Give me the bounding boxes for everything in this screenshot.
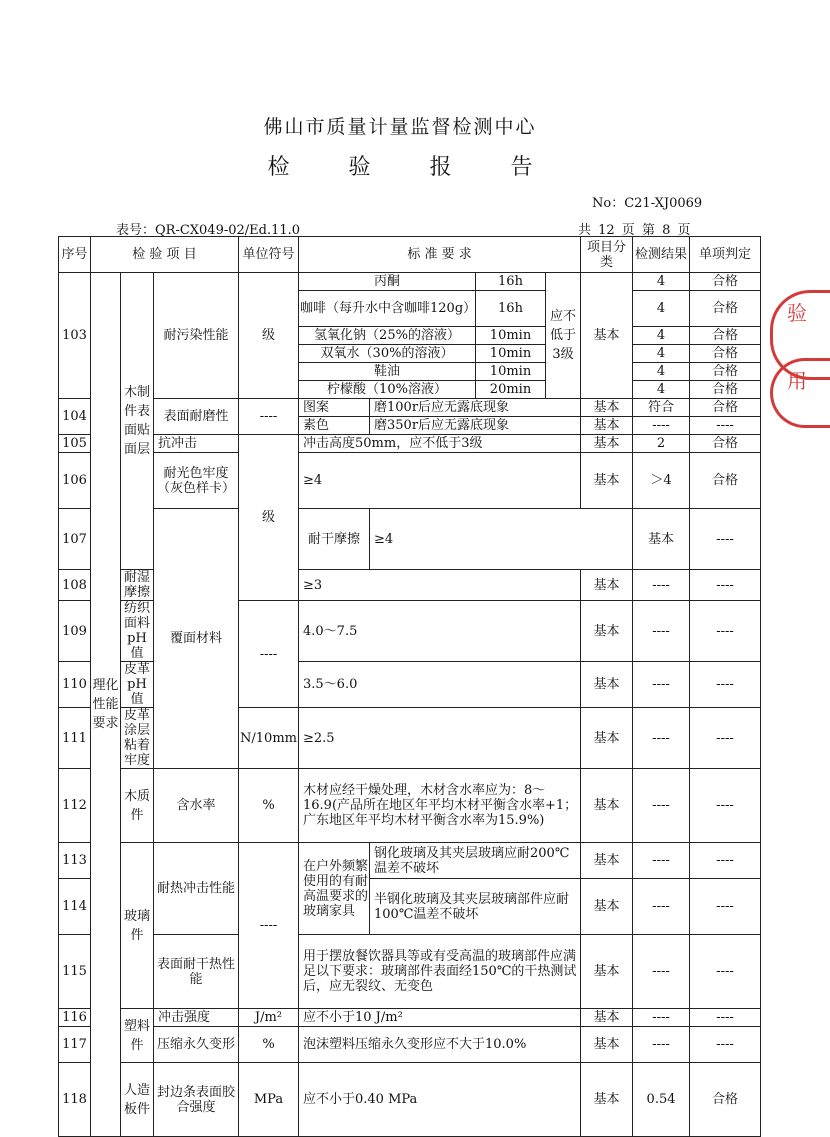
item-class: 基本 (581, 570, 633, 601)
result: ---- (633, 570, 690, 601)
header-unit: 单位符号 (239, 237, 299, 273)
form-number: 表号：QR-CX049-02/Ed.11.0 (116, 223, 301, 238)
item-class: 基本 (581, 769, 633, 843)
seal-stamp-fragment (770, 358, 830, 428)
result: ---- (633, 417, 690, 435)
item-name: 表面耐干热性能 (154, 935, 239, 1009)
item-name: 耐湿摩擦 (121, 570, 154, 601)
item-class: 基本 (581, 399, 633, 417)
verdict: ---- (690, 601, 761, 662)
item-name: 耐热冲击性能 (154, 843, 239, 935)
requirement: ≥4 (370, 509, 633, 570)
verdict: 合格 (690, 345, 761, 363)
requirement: 木材应经干燥处理，木材含水率应为：8～16.9(产品所在地区年平均木材平衡含水率+1；广东地区年平均木材平衡含水率为15.9%) (299, 769, 581, 843)
test-time: 20min (476, 381, 546, 399)
result: 4 (633, 345, 690, 363)
item-class: 基本 (581, 453, 633, 509)
test-agent: 丙酮 (299, 273, 476, 291)
table-row (59, 399, 761, 417)
row-number: 117 (59, 1027, 91, 1063)
item-class: 基本 (581, 708, 633, 769)
header-requirement: 标 准 要 求 (299, 237, 581, 273)
row-number: 112 (59, 769, 91, 843)
report-title: 检 验 报 告 (267, 155, 559, 180)
item-name: 压缩永久变形 (154, 1027, 239, 1063)
verdict: 合格 (690, 453, 761, 509)
item-class: 基本 (581, 935, 633, 1009)
table-row (59, 273, 761, 291)
item-class: 基本 (581, 843, 633, 879)
row-number: 111 (59, 708, 91, 769)
test-agent: 柠檬酸（10%溶液） (299, 381, 476, 399)
result: ---- (633, 662, 690, 708)
verdict: 合格 (690, 1063, 761, 1137)
row-number: 107 (59, 509, 91, 570)
verdict: ---- (690, 662, 761, 708)
unit: N/10mm (239, 708, 299, 769)
test-agent: 双氧水（30%的溶液） (299, 345, 476, 363)
result: 4 (633, 363, 690, 381)
verdict: 合格 (690, 363, 761, 381)
unit: 级 (239, 273, 299, 399)
test-agent: 鞋油 (299, 363, 476, 381)
verdict: ---- (690, 570, 761, 601)
requirement: 泡沫塑料压缩永久变形应不大于10.0% (299, 1027, 581, 1063)
result: 0.54 (633, 1063, 690, 1137)
row-number: 113 (59, 843, 91, 879)
row-number: 110 (59, 662, 91, 708)
group-label-plastic: 塑料件 (121, 1009, 154, 1063)
test-agent: 咖啡（每升水中含咖啡120g） (299, 291, 476, 327)
item-class: 基本 (581, 662, 633, 708)
unit: ---- (239, 843, 299, 1009)
row-number: 104 (59, 399, 91, 435)
item-class: 基本 (581, 601, 633, 662)
item-class: 基本 (581, 1027, 633, 1063)
requirement: 冲击高度50mm，应不低于3级 (299, 435, 581, 453)
item-class: 基本 (581, 417, 633, 435)
verdict: ---- (690, 879, 761, 935)
result: ---- (633, 843, 690, 879)
row-number: 109 (59, 601, 91, 662)
item-class: 基本 (633, 509, 690, 570)
item-class: 基本 (581, 1063, 633, 1137)
requirement: 应不小于10 J/m² (299, 1009, 581, 1027)
verdict: ---- (690, 1009, 761, 1027)
header-class: 项目分类 (581, 237, 633, 273)
verdict: 合格 (690, 327, 761, 345)
result: ---- (633, 601, 690, 662)
requirement: ≥2.5 (299, 708, 581, 769)
result: ＞4 (633, 453, 690, 509)
table-row (59, 509, 761, 570)
verdict: ---- (690, 1027, 761, 1063)
result: 4 (633, 291, 690, 327)
item-class: 基本 (581, 435, 633, 453)
verdict: 合格 (690, 399, 761, 417)
requirement-note: 应不低于3级 (546, 273, 581, 399)
header-result: 检测结果 (633, 237, 690, 273)
requirement-condition: 在户外频繁使用的有耐高温要求的玻璃家具 (299, 843, 370, 935)
result: 2 (633, 435, 690, 453)
result: ---- (633, 1027, 690, 1063)
table-row (59, 435, 761, 453)
table-row (59, 1009, 761, 1027)
item-name: 皮革pH值 (121, 662, 154, 708)
header-verdict: 单项判定 (690, 237, 761, 273)
row-number: 118 (59, 1063, 91, 1137)
requirement: ≥4 (299, 453, 581, 509)
test-time: 16h (476, 273, 546, 291)
result: ---- (690, 509, 761, 570)
row-number: 116 (59, 1009, 91, 1027)
row-number: 105 (59, 435, 91, 453)
verdict: 合格 (690, 381, 761, 399)
group-label-wood: 木质件 (121, 769, 154, 843)
item-name: 耐干摩擦 (299, 509, 370, 570)
verdict: ---- (690, 417, 761, 435)
unit: % (239, 769, 299, 843)
result: 符合 (633, 399, 690, 417)
group-label-lihua: 理化性能要求 (91, 273, 121, 1137)
item-name: 抗冲击 (154, 435, 239, 453)
result: ---- (633, 708, 690, 769)
result: ---- (633, 935, 690, 1009)
inspection-table (58, 236, 761, 1137)
verdict: 合格 (690, 273, 761, 291)
table-row (59, 453, 761, 509)
requirement: 半钢化玻璃及其夹层玻璃部件应耐100℃温差不破坏 (370, 879, 581, 935)
requirement: ≥3 (299, 570, 581, 601)
result: 4 (633, 327, 690, 345)
unit: ---- (239, 399, 299, 435)
row-number: 106 (59, 453, 91, 509)
verdict: ---- (690, 769, 761, 843)
verdict: ---- (690, 708, 761, 769)
pattern-type: 素色 (299, 417, 370, 435)
verdict: 合格 (690, 291, 761, 327)
item-class: 基本 (581, 273, 633, 399)
group-label-panel: 人造板件 (121, 1063, 154, 1137)
result: ---- (633, 879, 690, 935)
test-time: 10min (476, 345, 546, 363)
row-number: 108 (59, 570, 91, 601)
organization-name: 佛山市质量计量监督检测中心 (263, 116, 537, 138)
item-name: 耐污染性能 (154, 273, 239, 399)
requirement: 用于摆放餐饮器具等或有受高温的玻璃部件应满足以下要求：玻璃部件表面经150℃的干热测试后，应无裂纹、无变色 (299, 935, 581, 1009)
requirement: 3.5～6.0 (299, 662, 581, 708)
group-label-covering: 覆面材料 (154, 509, 239, 769)
stamp-char: 验 (787, 301, 807, 325)
unit: ---- (239, 601, 299, 708)
item-name: 含水率 (154, 769, 239, 843)
test-agent: 氢氧化钠（25%的溶液） (299, 327, 476, 345)
verdict: ---- (690, 843, 761, 879)
result: ---- (633, 1009, 690, 1027)
requirement: 磨350r后应无露底现象 (370, 417, 581, 435)
result: 4 (633, 273, 690, 291)
report-number: No：C21-XJ0069 (592, 196, 703, 211)
requirement: 应不小于0.40 MPa (299, 1063, 581, 1137)
item-class: 基本 (581, 879, 633, 935)
unit: MPa (239, 1063, 299, 1137)
row-number: 114 (59, 879, 91, 935)
table-row (59, 769, 761, 843)
stamp-char: 用 (787, 369, 807, 393)
group-label-glass: 玻璃件 (121, 843, 154, 1009)
table-row (59, 1063, 761, 1137)
row-number: 115 (59, 935, 91, 1009)
unit: % (239, 1027, 299, 1063)
header-seq: 序号 (59, 237, 91, 273)
group-label-surface: 木制件表面贴面层 (121, 273, 154, 570)
item-name: 纺织面料pH值 (121, 601, 154, 662)
item-class: 基本 (581, 1009, 633, 1027)
test-time: 10min (476, 327, 546, 345)
row-number: 103 (59, 273, 91, 399)
header-item: 检 验 项 目 (91, 237, 239, 273)
item-name: 耐光色牢度（灰色样卡） (154, 453, 239, 509)
result: 4 (633, 381, 690, 399)
verdict: 合格 (690, 435, 761, 453)
table-row (59, 1027, 761, 1063)
requirement: 磨100r后应无露底现象 (370, 399, 581, 417)
table-row (59, 843, 761, 879)
page-info: 共 12 页 第 8 页 (578, 223, 691, 238)
result: ---- (633, 769, 690, 843)
pattern-type: 图案 (299, 399, 370, 417)
item-name: 冲击强度 (154, 1009, 239, 1027)
unit: J/m² (239, 1009, 299, 1027)
requirement: 钢化玻璃及其夹层玻璃应耐200℃温差不破坏 (370, 843, 581, 879)
table-header-row (59, 237, 761, 273)
unit: 级 (239, 435, 299, 601)
test-time: 10min (476, 363, 546, 381)
item-name: 表面耐磨性 (154, 399, 239, 435)
item-name: 封边条表面胶合强度 (154, 1063, 239, 1137)
test-time: 16h (476, 291, 546, 327)
verdict: ---- (690, 935, 761, 1009)
item-name: 皮革涂层粘着牢度 (121, 708, 154, 769)
table-row (59, 935, 761, 1009)
requirement: 4.0～7.5 (299, 601, 581, 662)
